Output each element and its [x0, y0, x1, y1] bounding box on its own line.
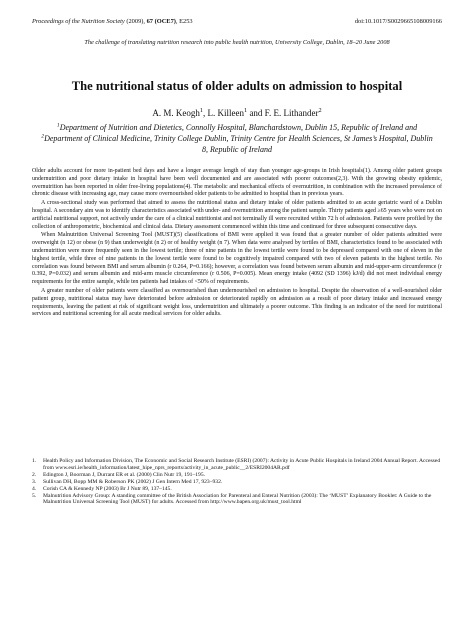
reference-text: Health Policy and Information Division, The Economic and Social Research Institute (ESRI) (2007): Activity in Acute Public Hospitals in Ireland 2004 Annual Report. Accessed from www.esri.ie/health_information/latest_hipe_nprs_reports/activity_in_acute_public__2/ESRI2004AR.pdf [43, 458, 441, 471]
paragraph-methods: A cross-sectional study was performed that aimed to assess the nutritional status and dietary intake of older patients admitted to an acute geriatric ward of a Dublin hospital. A secondary aim was to identify characteristics associated with under- and overnutrition among the patient sample. Thirty patients aged ≥65 years who were not on artificial nutritional support, not actively under the care of a clinical nutritionist and not terminally ill were recruited within 72 h of admission. Patients were profiled by the collection of anthropometric, biochemical and clinical data. Dietary assessment commenced within this time and continued for three subsequent consecutive days. [32, 200, 442, 230]
reference-text: Corish CA & Kennedy NP (2003) Br J Nutr 89, 137–145. [43, 485, 172, 492]
author-2: , L. Killeen [203, 108, 245, 118]
reference-number: 5. [32, 492, 37, 499]
reference-text: Edington J, Boorman J, Durrant ER et al. (2000) Clin Nutr 19, 191–195. [43, 471, 206, 478]
affiliation-1-mark: 1 [56, 122, 60, 129]
reference-number: 2. [32, 471, 37, 478]
paper-title: The nutritional status of older adults on admission to hospital [71, 79, 403, 93]
doi: doi:10.1017/S0029665108009166 [354, 18, 442, 25]
journal-page: , E253 [175, 18, 193, 25]
abstract-body [32, 168, 442, 320]
affiliation-1-text: Department of Nutrition and Dietetics, Connolly Hospital, Blanchardstown, Dublin 15, Republic of Ireland and [59, 123, 418, 132]
author-3-mark: 2 [318, 107, 322, 114]
affiliation-2 [40, 133, 434, 155]
reference-item [32, 472, 442, 479]
affiliation-1 [40, 122, 434, 133]
conference-line: The challenge of translating nutrition research into public health nutrition, University College, Dublin, 18–20 June 2008 [84, 39, 390, 46]
paragraph-results: When Malnutrition Universal Screening Tool (MUST)(5) classifications of BMI were applied it was found that a greater number of older patients admitted were overweight (n 12) or obese (n 9) than underweight (n 2) or of healthy weight (n 7). When data were analysed by tertiles of BMI, characteristics found to be associated with undernutrition were more frequently seen in the lowest tertile; three of nine patients in the lowest tertile were found to be depressed compared with one of eleven in the highest tertile, while three of nine patients in the lowest tertile were found to be cognitively impaired compared with two of eleven patients in the highest tertile. No correlation was found between BMI and serum albumin (r 0.264, P=0.166); however, a correlation was found between serum albumin and mid-upper-arm circumference (r 0.392, P=0.032) and serum albumin and mid-arm muscle circumference (r 0.506, P=0.005). Mean energy intake (4092 (SD 1396) kJ/d) did not meet individual energy requirements for the entire sample, while ten patients had intakes of <50% of requirements. [32, 232, 442, 286]
reference-text: Sullivan DH, Bopp MM & Roberson PK (2002) J Gen Intern Med 17, 923–932. [43, 478, 223, 485]
affiliation-2-mark: 2 [41, 133, 45, 140]
author-1-mark: 1 [199, 107, 204, 114]
journal-volume: 67 (OCE7) [146, 18, 176, 25]
journal-year: (2009), [124, 18, 147, 25]
reference-text: Malnutrition Advisory Group: A standing committee of the British Association for Parenteral and Enteral Nutrition (2003): The ‘MUST’ Explanatory Booklet: A Guide to the Malnutrition Universal Screening Tool (MUST) for adults. Accessed from http://www.bapen.org.uk/must_tool.html [43, 492, 432, 506]
author-3: and F. E. Lithander [247, 108, 319, 118]
journal-name: Proceedings of the Nutrition Society [32, 18, 125, 25]
reference-item [32, 493, 442, 507]
affiliation-2-text: Department of Clinical Medicine, Trinity College Dublin, Trinity Centre for Health Sciences, St James’s Hospital, Dublin 8, Republic of Ireland [44, 134, 433, 154]
reference-number: 3. [32, 478, 37, 485]
paragraph-conclusion: A greater number of older patients were classified as overnourished than undernourished on admission to hospital. Despite the observation of a well-nourished older patient group, nutritional status may have deteriorated before admission or deteriorated rapidly on admission as a result of poor dietary intake and increased energy requirements, leaving the patient at risk of significant weight loss, undernutrition and ultimately a poorer outcome. This finding is an indicator of the need for nutritional services and nutritional screening for all acute medical services for older adults. [32, 287, 442, 318]
reference-list [32, 458, 442, 506]
journal-citation [32, 18, 193, 26]
paragraph-intro: Older adults account for more in-patient bed days and have a longer average length of stay than younger age-groups in Irish hospitals(1). Among older patient groups undernutrition and poor dietary intake in hospital have been well documented and are associated with poorer outcomes(2,3). With the growing obesity epidemic, overnutrition has been reported in older free-living populations(4). The metabolic and mechanical effects of overnutrition, in combination with the increased prevalence of chronic disease with increasing age, may cause more overnourished older patients to be admitted to hospital than in previous years. [32, 168, 442, 198]
author-2-mark: 1 [244, 107, 248, 114]
reference-item [32, 479, 442, 486]
reference-item [32, 458, 442, 472]
reference-item [32, 486, 442, 493]
author-list [20, 108, 454, 118]
reference-number: 4. [32, 485, 37, 492]
author-1: A. M. Keogh [152, 108, 200, 118]
reference-number: 1. [32, 458, 37, 464]
